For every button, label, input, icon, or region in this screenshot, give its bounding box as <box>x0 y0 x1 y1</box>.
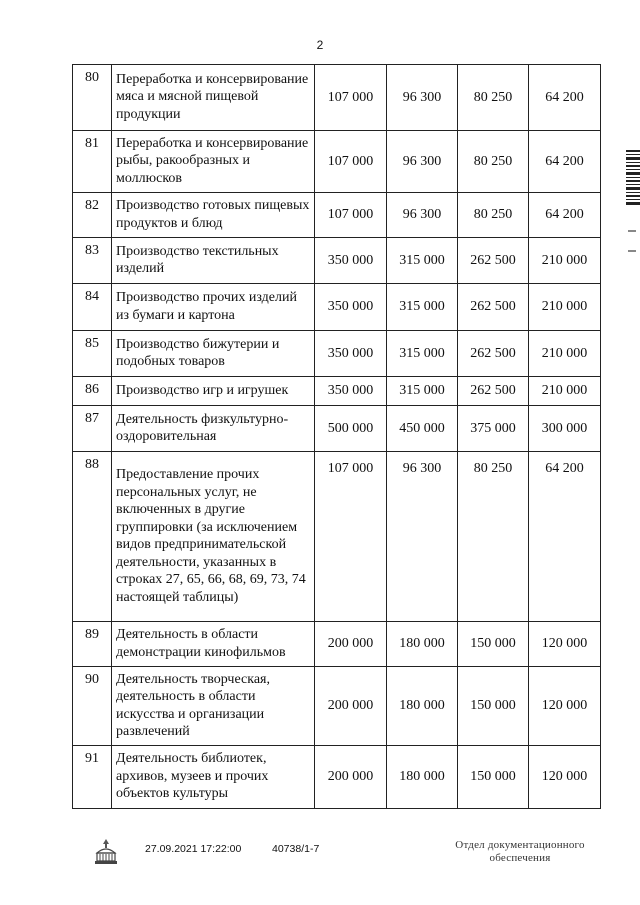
activity-name: Производство готовых пищевых продуктов и блюд <box>112 193 315 238</box>
table-row <box>73 746 601 809</box>
value-col-1: 350 000 <box>315 331 387 377</box>
table-row <box>73 65 601 131</box>
table-row <box>73 131 601 193</box>
value-col-1: 200 000 <box>315 667 387 746</box>
value-col-1: 350 000 <box>315 284 387 331</box>
department-stamp <box>440 839 600 865</box>
value-col-2: 180 000 <box>387 746 458 809</box>
row-number: 88 <box>73 452 112 622</box>
value-col-4: 64 200 <box>529 193 601 238</box>
value-col-2: 315 000 <box>387 331 458 377</box>
activity-name: Деятельность творческая, деятельность в области искусства и организации развлечений <box>112 667 315 746</box>
value-col-2: 315 000 <box>387 377 458 406</box>
value-col-3: 375 000 <box>458 406 529 452</box>
table-row <box>73 284 601 331</box>
value-col-4: 64 200 <box>529 131 601 193</box>
activity-name: Производство бижутерии и подобных товаров <box>112 331 315 377</box>
value-col-3: 262 500 <box>458 238 529 284</box>
row-number: 83 <box>73 238 112 284</box>
value-col-3: 150 000 <box>458 667 529 746</box>
value-col-4: 64 200 <box>529 452 601 622</box>
value-col-2: 450 000 <box>387 406 458 452</box>
value-col-2: 96 300 <box>387 65 458 131</box>
row-number: 82 <box>73 193 112 238</box>
value-col-4: 210 000 <box>529 284 601 331</box>
document-footer <box>0 837 640 877</box>
value-col-3: 262 500 <box>458 377 529 406</box>
scan-edge-mark <box>628 250 636 252</box>
activity-name: Деятельность физкультурно-оздоровительная <box>112 406 315 452</box>
value-col-2: 96 300 <box>387 193 458 238</box>
activity-name: Предоставление прочих персональных услуг, не включенных в другие группировки (за исключением видов предпринимательской деятельности, указанных в строках 27, 65, 66, 68, 69, 73, 74 настоящей таблицы) <box>112 452 315 622</box>
value-col-1: 350 000 <box>315 238 387 284</box>
row-number: 86 <box>73 377 112 406</box>
row-number: 81 <box>73 131 112 193</box>
activity-name: Производство текстильных изделий <box>112 238 315 284</box>
value-col-3: 262 500 <box>458 284 529 331</box>
table-row <box>73 667 601 746</box>
table-row <box>73 193 601 238</box>
value-col-2: 96 300 <box>387 131 458 193</box>
value-col-2: 315 000 <box>387 238 458 284</box>
registration-number: 40738/1-7 <box>272 843 320 855</box>
emblem-icon <box>92 837 120 867</box>
value-col-3: 80 250 <box>458 131 529 193</box>
value-col-3: 150 000 <box>458 746 529 809</box>
activity-name: Переработка и консервирование рыбы, ракообразных и моллюсков <box>112 131 315 193</box>
value-col-4: 210 000 <box>529 331 601 377</box>
value-col-3: 150 000 <box>458 622 529 667</box>
value-col-1: 107 000 <box>315 131 387 193</box>
registration-datetime: 27.09.2021 17:22:00 <box>145 843 242 855</box>
barcode-icon <box>626 150 640 205</box>
value-col-4: 120 000 <box>529 622 601 667</box>
activity-name: Деятельность библиотек, архивов, музеев и прочих объектов культуры <box>112 746 315 809</box>
value-col-3: 262 500 <box>458 331 529 377</box>
activity-name: Производство прочих изделий из бумаги и картона <box>112 284 315 331</box>
value-col-1: 500 000 <box>315 406 387 452</box>
row-number: 85 <box>73 331 112 377</box>
table-row <box>73 331 601 377</box>
value-col-2: 180 000 <box>387 667 458 746</box>
value-col-1: 107 000 <box>315 452 387 622</box>
value-col-2: 180 000 <box>387 622 458 667</box>
value-col-1: 107 000 <box>315 65 387 131</box>
value-col-4: 210 000 <box>529 238 601 284</box>
row-number: 84 <box>73 284 112 331</box>
row-number: 90 <box>73 667 112 746</box>
value-col-1: 350 000 <box>315 377 387 406</box>
value-col-3: 80 250 <box>458 193 529 238</box>
value-col-4: 300 000 <box>529 406 601 452</box>
row-number: 89 <box>73 622 112 667</box>
row-number: 87 <box>73 406 112 452</box>
value-col-4: 64 200 <box>529 65 601 131</box>
department-stamp-line-1: Отдел документационного <box>455 839 585 851</box>
department-stamp-line-2: обеспечения <box>489 852 551 864</box>
table-row <box>73 622 601 667</box>
value-col-4: 210 000 <box>529 377 601 406</box>
table-row <box>73 452 601 622</box>
table-row <box>73 377 601 406</box>
value-col-1: 200 000 <box>315 622 387 667</box>
value-col-1: 107 000 <box>315 193 387 238</box>
value-col-1: 200 000 <box>315 746 387 809</box>
activity-name: Деятельность в области демонстрации кинофильмов <box>112 622 315 667</box>
value-col-4: 120 000 <box>529 667 601 746</box>
table-row <box>73 406 601 452</box>
activity-name: Производство игр и игрушек <box>112 377 315 406</box>
data-table <box>72 64 601 809</box>
value-col-3: 80 250 <box>458 65 529 131</box>
value-col-2: 315 000 <box>387 284 458 331</box>
value-col-4: 120 000 <box>529 746 601 809</box>
value-col-3: 80 250 <box>458 452 529 622</box>
row-number: 91 <box>73 746 112 809</box>
row-number: 80 <box>73 65 112 131</box>
page-number: 2 <box>316 38 324 52</box>
activity-name: Переработка и консервирование мяса и мясной пищевой продукции <box>112 65 315 131</box>
table-row <box>73 238 601 284</box>
value-col-2: 96 300 <box>387 452 458 622</box>
scan-edge-mark <box>628 230 636 232</box>
